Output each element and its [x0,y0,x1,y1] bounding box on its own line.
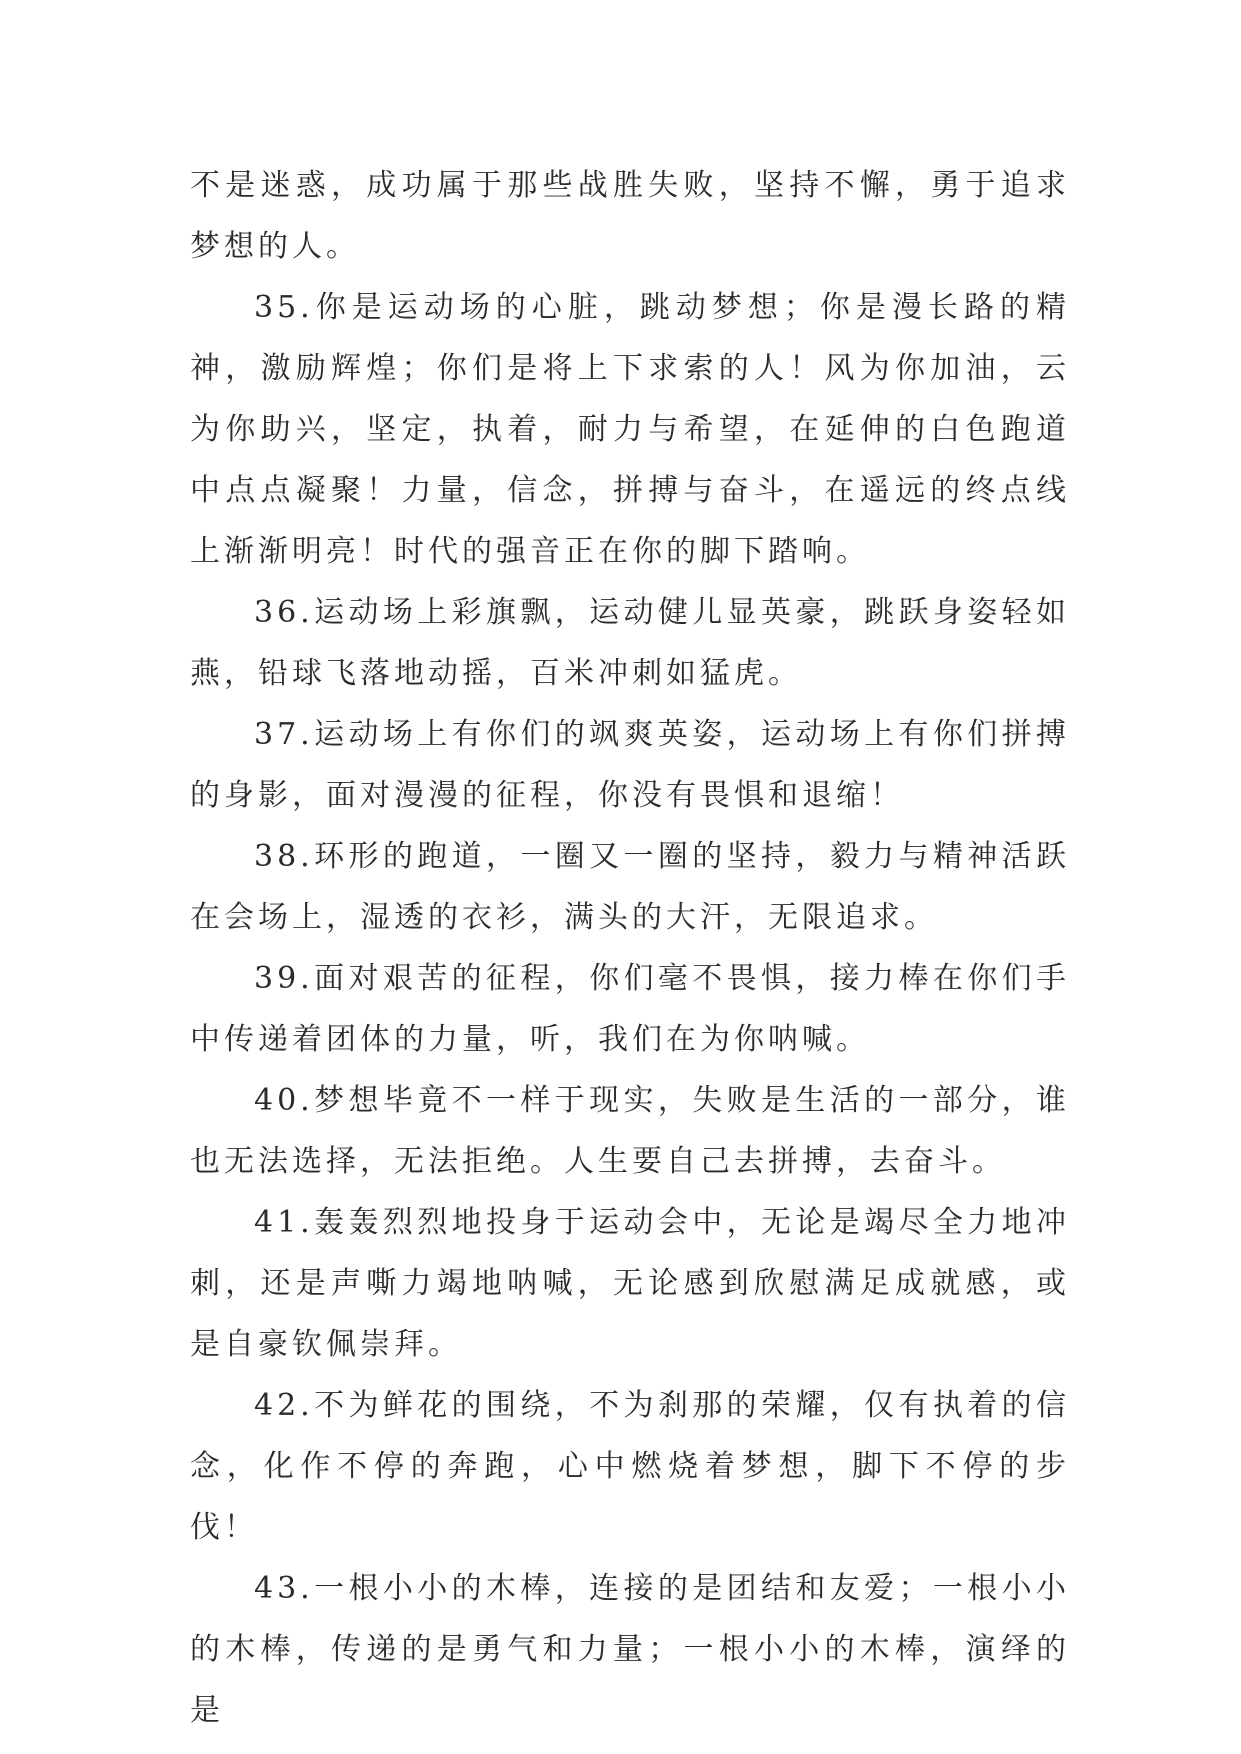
document-body [190,155,1070,1741]
paragraph-36: 36.运动场上彩旗飘，运动健儿显英豪，跳跃身姿轻如燕，铅球飞落地动摇，百米冲刺如猛虎。 [190,595,1070,691]
paragraph-40: 40.梦想毕竟不一样于现实，失败是生活的一部分，谁也无法选择，无法拒绝。人生要自己去拼搏，去奋斗。 [190,1083,1070,1179]
paragraph-continuation: 不是迷惑，成功属于那些战胜失败，坚持不懈，勇于追求梦想的人。 [190,168,1070,264]
paragraph-41: 41.轰轰烈烈地投身于运动会中，无论是竭尽全力地冲刺，还是声嘶力竭地呐喊，无论感到欣慰满足成就感，或是自豪钦佩崇拜。 [190,1205,1070,1362]
paragraph-43: 43.一根小小的木棒，连接的是团结和友爱；一根小小的木棒，传递的是勇气和力量；一根小小的木棒，演绎的是 [190,1571,1070,1728]
paragraph-37: 37.运动场上有你们的飒爽英姿，运动场上有你们拼搏的身影，面对漫漫的征程，你没有畏惧和退缩！ [190,717,1070,813]
paragraph-38: 38.环形的跑道，一圈又一圈的坚持，毅力与精神活跃在会场上，湿透的衣衫，满头的大汗，无限追求。 [190,839,1070,935]
paragraph-42: 42.不为鲜花的围绕，不为刹那的荣耀，仅有执着的信念，化作不停的奔跑，心中燃烧着梦想，脚下不停的步伐！ [190,1388,1070,1545]
paragraph-35: 35.你是运动场的心脏，跳动梦想；你是漫长路的精神，激励辉煌；你们是将上下求索的人！风为你加油，云为你助兴，坚定，执着，耐力与希望，在延伸的白色跑道中点点凝聚！力量，信念，拼搏与奋斗，在遥远的终点线上渐渐明亮！时代的强音正在你的脚下踏响。 [190,290,1070,569]
paragraph-39: 39.面对艰苦的征程，你们毫不畏惧，接力棒在你们手中传递着团体的力量，听，我们在为你呐喊。 [190,961,1070,1057]
